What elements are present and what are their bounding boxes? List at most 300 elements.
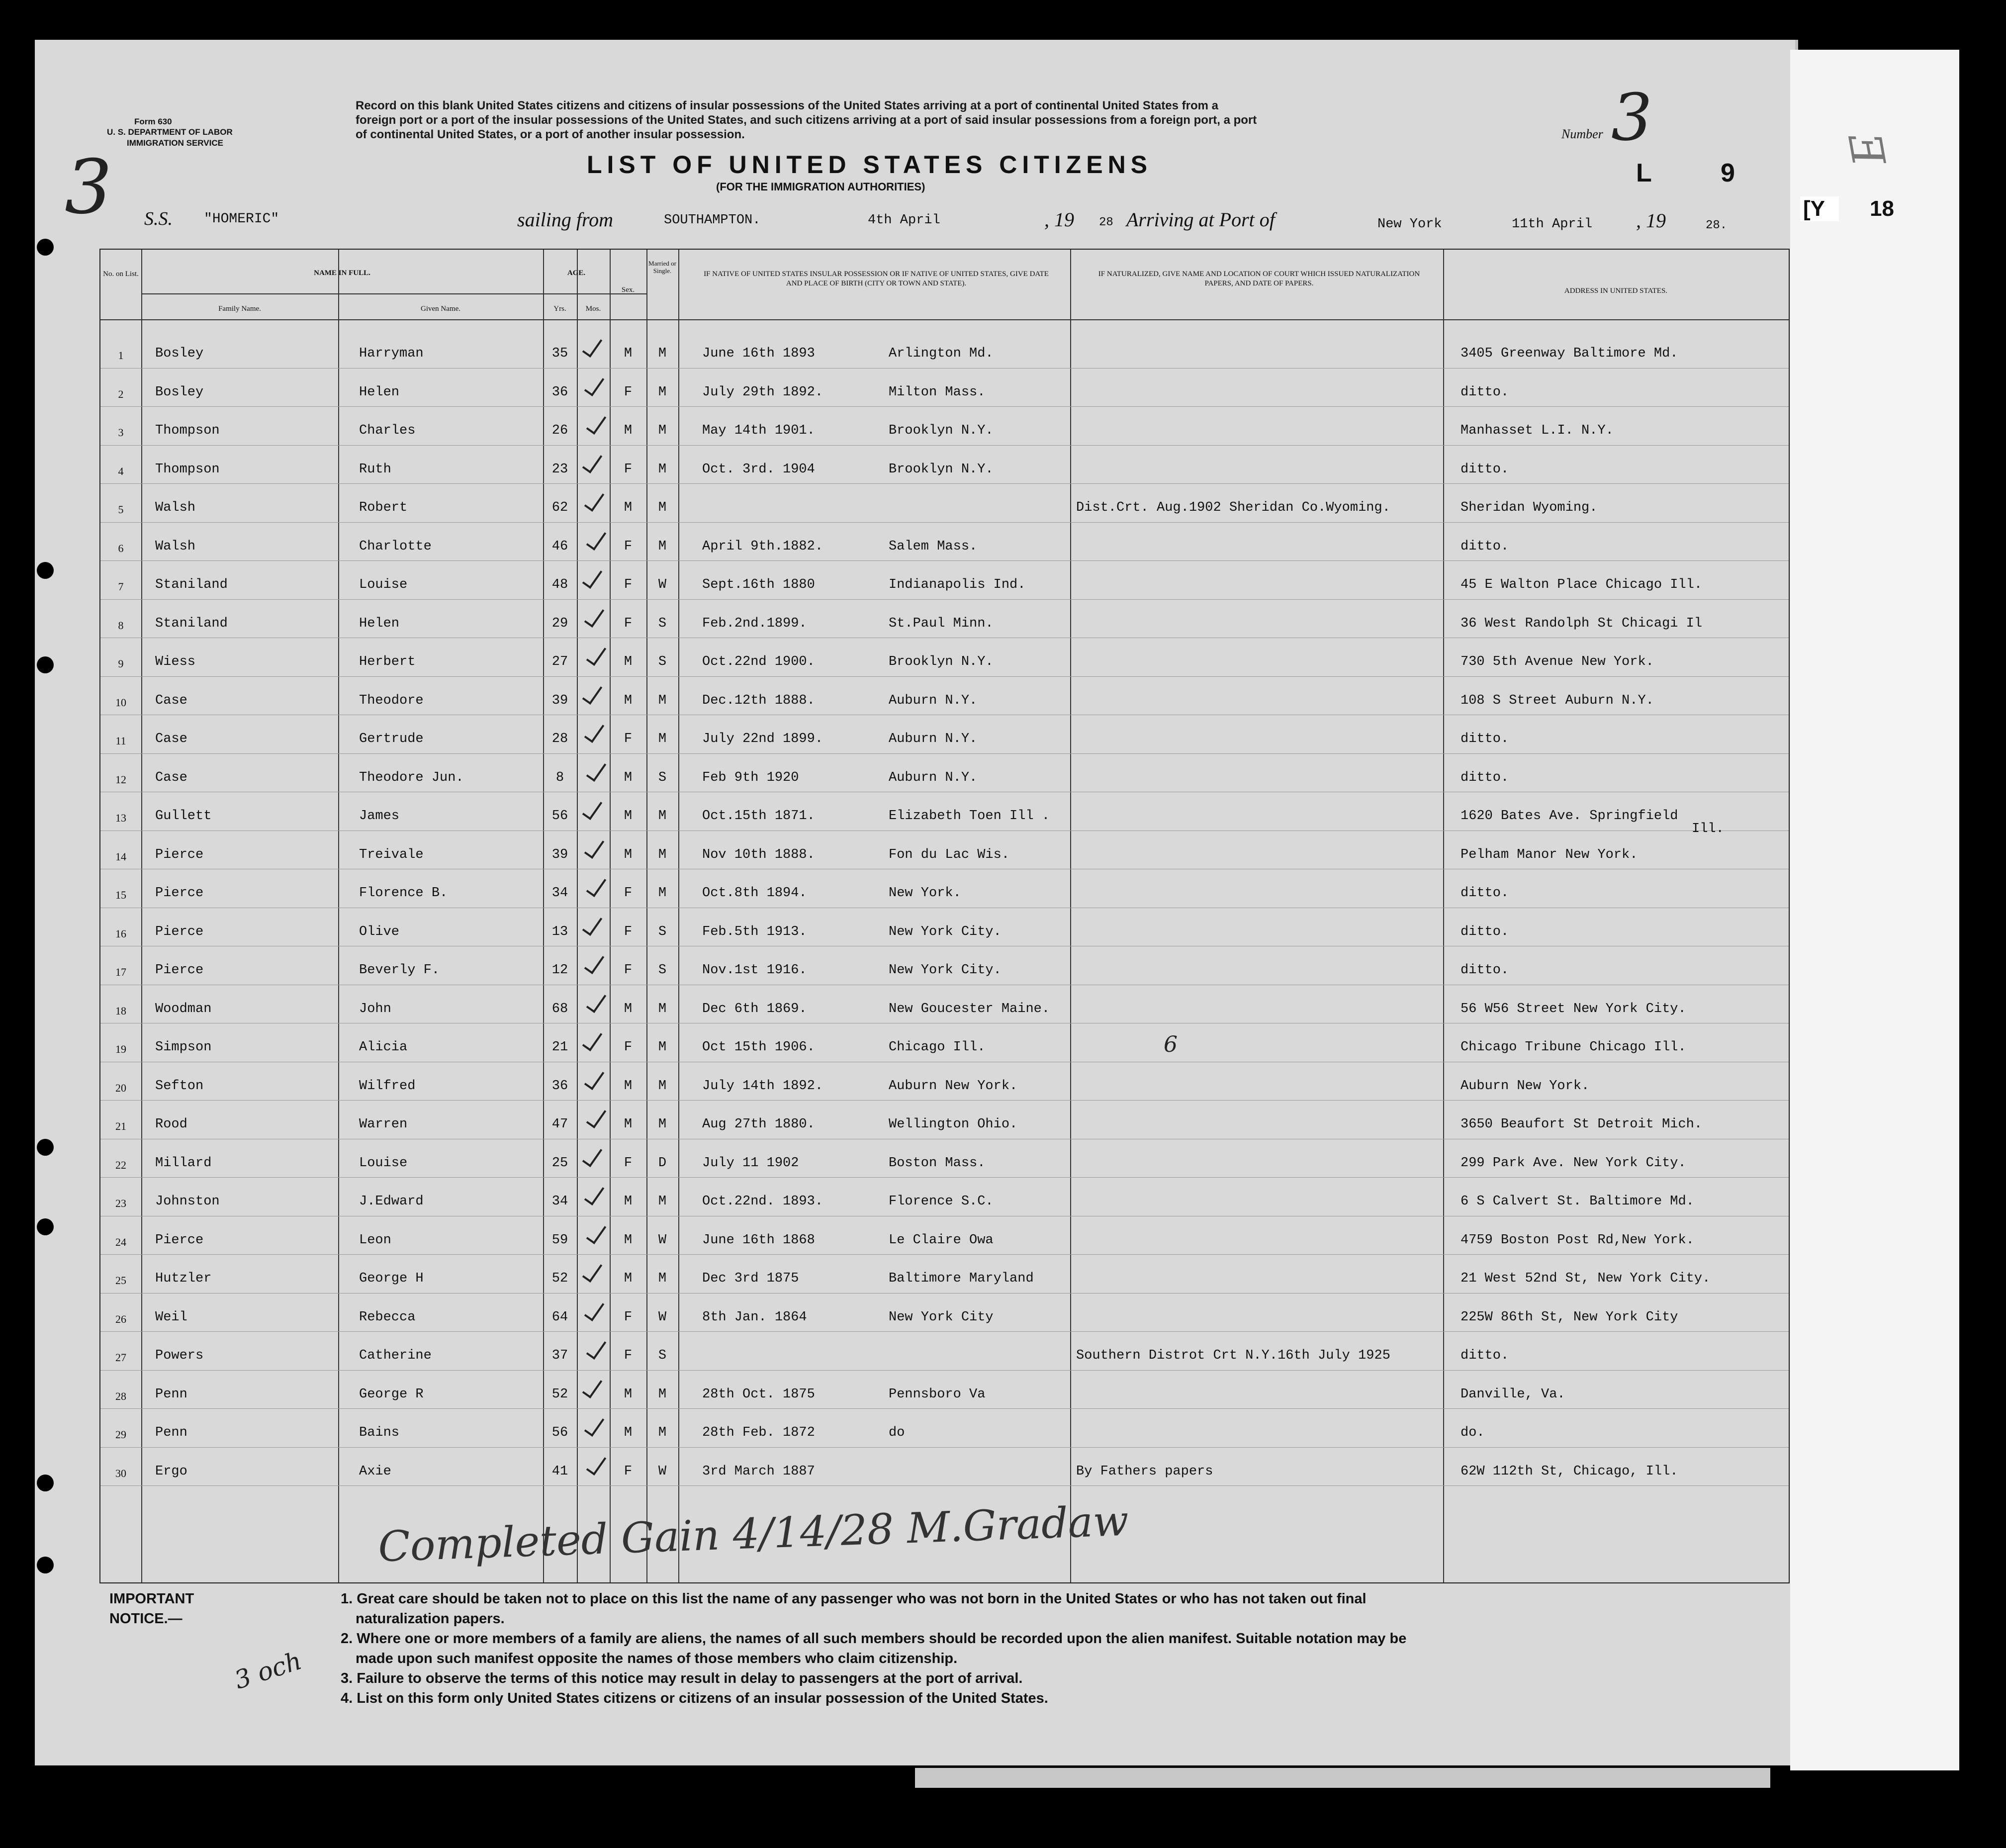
cell-no: 9 bbox=[118, 657, 124, 670]
cell-yrs: 26 bbox=[551, 423, 568, 438]
cell-birth-date: 3rd March 1887 bbox=[702, 1464, 815, 1479]
row-rule bbox=[100, 1100, 1789, 1101]
cell-no: 6 bbox=[118, 542, 124, 554]
cell-ms: M bbox=[658, 384, 667, 400]
cell-no: 27 bbox=[115, 1351, 126, 1364]
cell-sex: M bbox=[624, 1194, 633, 1209]
cell-birth-date: July 14th 1892. bbox=[702, 1078, 823, 1094]
checkmark-icon bbox=[584, 373, 604, 396]
cell-ms: M bbox=[658, 693, 667, 708]
cell-given: James bbox=[359, 809, 400, 824]
cell-address: 108 S Street Auburn N.Y. bbox=[1460, 693, 1654, 708]
cell-given: Rebecca bbox=[359, 1309, 416, 1325]
cell-yrs: 34 bbox=[551, 886, 568, 901]
cell-address: ditto. bbox=[1460, 770, 1509, 785]
cell-yrs: 23 bbox=[551, 462, 568, 477]
cell-given: Treivale bbox=[359, 847, 424, 862]
cell-birth-place: Brooklyn N.Y. bbox=[889, 423, 994, 438]
cell-ms: W bbox=[658, 577, 667, 592]
cell-yrs: 35 bbox=[551, 346, 568, 361]
cell-no: 10 bbox=[115, 696, 126, 709]
cell-given: Alicia bbox=[359, 1040, 408, 1055]
cell-given: Wilfred bbox=[359, 1078, 416, 1094]
row-rule bbox=[100, 1485, 1789, 1486]
cell-ms: M bbox=[658, 1117, 667, 1132]
cell-ms: M bbox=[658, 500, 667, 515]
cell-yrs: 52 bbox=[551, 1271, 568, 1286]
cell-family: Ergo bbox=[155, 1464, 187, 1479]
checkmark-icon bbox=[584, 489, 604, 512]
cell-yrs: 12 bbox=[551, 963, 568, 978]
cell-no: 14 bbox=[115, 850, 126, 863]
cell-given: George R bbox=[359, 1386, 424, 1402]
annotation-6: 6 bbox=[1164, 1032, 1178, 1057]
cell-given: Leon bbox=[359, 1232, 391, 1248]
cell-given: Harryman bbox=[359, 346, 424, 361]
cell-no: 16 bbox=[115, 927, 126, 940]
row-rule bbox=[100, 1331, 1789, 1332]
cell-birth-date: Sept.16th 1880 bbox=[702, 577, 815, 592]
cell-ms: M bbox=[658, 732, 667, 746]
cell-sex: F bbox=[624, 577, 633, 592]
checkmark-icon bbox=[586, 1221, 606, 1244]
col-head-naturalized: IF NATURALIZED, GIVE NAME AND LOCATION OF COURT WHICH ISSUED NATURALIZATION PAPERS, AND DATE OF PAPERS. bbox=[1098, 270, 1420, 287]
cell-given: Axie bbox=[359, 1464, 391, 1479]
cell-address: ditto. bbox=[1460, 886, 1509, 901]
cell-ms: S bbox=[658, 963, 667, 978]
cell-birth-date: May 14th 1901. bbox=[702, 423, 815, 438]
cell-family: Weil bbox=[155, 1309, 187, 1325]
cell-given: Warren bbox=[359, 1117, 408, 1132]
cell-no: 4 bbox=[118, 464, 124, 477]
cell-ms: S bbox=[658, 654, 667, 669]
checkmark-icon bbox=[584, 1298, 604, 1321]
checkmark-icon bbox=[586, 412, 606, 435]
cell-sex: M bbox=[624, 654, 633, 669]
cell-family: Simpson bbox=[155, 1040, 212, 1055]
cell-family: Thompson bbox=[155, 462, 220, 477]
cell-address: 21 West 52nd St, New York City. bbox=[1460, 1271, 1711, 1286]
checkmark-icon bbox=[584, 951, 604, 974]
cell-address: do. bbox=[1460, 1425, 1485, 1440]
cell-address: ditto. bbox=[1460, 384, 1509, 400]
checkmark-icon bbox=[584, 836, 604, 859]
cell-given: Robert bbox=[359, 500, 408, 515]
checkmark-icon bbox=[584, 1414, 604, 1437]
checkmark-icon bbox=[586, 1453, 606, 1476]
cell-sex: F bbox=[624, 539, 633, 554]
cell-no: 22 bbox=[115, 1158, 126, 1171]
cell-birth-date: Oct.15th 1871. bbox=[702, 809, 815, 824]
checkmark-icon bbox=[586, 528, 606, 551]
cell-yrs: 48 bbox=[551, 577, 568, 592]
notice-item: 3. Failure to observe the terms of this notice may result in delay to passengers at the port of arrival. bbox=[341, 1670, 1023, 1686]
checkmark-icon bbox=[584, 605, 604, 628]
cell-address: Danville, Va. bbox=[1460, 1386, 1565, 1402]
cell-birth-date: Aug 27th 1880. bbox=[702, 1117, 815, 1132]
cell-yrs: 46 bbox=[551, 539, 568, 554]
cell-birth-place: Fon du Lac Wis. bbox=[889, 847, 1010, 862]
cell-birth-place: Pennsboro Va bbox=[889, 1386, 986, 1402]
sailing-label: sailing from bbox=[517, 208, 613, 231]
cell-birth-date: Oct.8th 1894. bbox=[702, 886, 807, 901]
number-value: 3 bbox=[1611, 80, 1652, 155]
cell-sex: F bbox=[624, 1464, 633, 1479]
cell-address: 1620 Bates Ave. Springfield bbox=[1460, 809, 1678, 824]
cell-birth-place: Auburn New York. bbox=[889, 1078, 1018, 1094]
cell-given: Bains bbox=[359, 1425, 400, 1440]
cell-yrs: 52 bbox=[551, 1386, 568, 1402]
cell-address: ditto. bbox=[1460, 539, 1509, 554]
cell-no: 29 bbox=[115, 1428, 126, 1441]
cell-sex: F bbox=[624, 924, 633, 939]
cell-given: Charlotte bbox=[359, 539, 432, 554]
departure-port: SOUTHAMPTON. bbox=[664, 213, 761, 228]
checkmark-icon bbox=[582, 913, 602, 936]
checkmark-icon bbox=[586, 990, 606, 1013]
binding-hole bbox=[37, 239, 54, 256]
checkmark-icon bbox=[586, 643, 606, 666]
cell-no: 11 bbox=[115, 735, 126, 747]
margin-number: 3 bbox=[65, 144, 112, 231]
handwritten-note: Completed Gain 4/14/28 M.Gradaw bbox=[377, 1496, 1130, 1571]
cell-naturalized: By Fathers papers bbox=[1076, 1464, 1213, 1479]
cell-sex: M bbox=[624, 1386, 633, 1402]
cell-no: 24 bbox=[115, 1235, 126, 1248]
cell-birth-date: Oct. 3rd. 1904 bbox=[702, 462, 815, 477]
cell-ms: S bbox=[658, 924, 667, 939]
instructions-line-1: Record on this blank United States citizens and citizens of insular possessions of the United States arriving at a port of continental United States from a bbox=[356, 99, 1218, 112]
cell-birth-date: 28th Oct. 1875 bbox=[702, 1386, 815, 1402]
cell-birth-date: July 22nd 1899. bbox=[702, 732, 823, 746]
adjacent-page bbox=[1790, 50, 1959, 1770]
cell-family: Millard bbox=[155, 1155, 212, 1171]
col-head-yrs: Yrs. bbox=[553, 305, 566, 313]
cell-yrs: 21 bbox=[551, 1040, 568, 1055]
cell-birth-date: June 16th 1868 bbox=[702, 1232, 815, 1248]
cell-ms: M bbox=[658, 462, 667, 477]
cell-no: 21 bbox=[115, 1120, 126, 1132]
cell-birth-place: Elizabeth Toen Ill . bbox=[889, 809, 1050, 824]
binding-hole bbox=[37, 1557, 54, 1573]
cell-ms: S bbox=[658, 616, 667, 631]
cell-family: Bosley bbox=[155, 384, 204, 400]
cell-sex: F bbox=[624, 616, 633, 631]
cell-sex: F bbox=[624, 384, 633, 400]
cell-no: 19 bbox=[115, 1043, 126, 1055]
cell-birth-date: Feb.2nd.1899. bbox=[702, 616, 807, 631]
row-rule bbox=[100, 1408, 1789, 1409]
cell-given: Louise bbox=[359, 1155, 408, 1171]
row-rule bbox=[100, 522, 1789, 523]
cell-yrs: 64 bbox=[551, 1309, 568, 1325]
cell-family: Case bbox=[155, 770, 187, 785]
checkmark-icon bbox=[584, 720, 604, 743]
cell-no: 13 bbox=[115, 812, 126, 824]
cell-ms: W bbox=[658, 1232, 667, 1248]
cell-no: 25 bbox=[115, 1274, 126, 1287]
checkmark-icon bbox=[582, 1260, 602, 1283]
cell-family: Case bbox=[155, 732, 187, 746]
cell-family: Pierce bbox=[155, 847, 204, 862]
cell-sex: M bbox=[624, 1117, 633, 1132]
departure-date: 4th April bbox=[868, 213, 940, 228]
col-head-family-name: Family Name. bbox=[218, 305, 261, 313]
cell-given: George H bbox=[359, 1271, 424, 1286]
cell-sex: M bbox=[624, 1078, 633, 1094]
cell-family: Case bbox=[155, 693, 187, 708]
checkmark-icon bbox=[584, 1183, 604, 1205]
cell-family: Woodman bbox=[155, 1001, 212, 1016]
cell-address: ditto. bbox=[1460, 732, 1509, 746]
binding-hole bbox=[37, 1218, 54, 1235]
cell-given: Florence B. bbox=[359, 886, 448, 901]
cell-sex: F bbox=[624, 1309, 633, 1325]
row-rule bbox=[100, 1447, 1789, 1448]
cell-given: Gertrude bbox=[359, 732, 424, 746]
cell-given: Theodore Jun. bbox=[359, 770, 464, 785]
cell-birth-place: Auburn N.Y. bbox=[889, 770, 978, 785]
row-rule bbox=[100, 1293, 1789, 1294]
cell-ms: M bbox=[658, 886, 667, 901]
cell-birth-date: 8th Jan. 1864 bbox=[702, 1309, 807, 1325]
cell-address: Sheridan Wyoming. bbox=[1460, 500, 1598, 515]
departure-year: 28 bbox=[1099, 216, 1113, 229]
cell-no: 17 bbox=[115, 966, 126, 978]
arrival-port: New York bbox=[1377, 217, 1442, 232]
cell-sex: F bbox=[624, 732, 633, 746]
checkmark-icon bbox=[586, 759, 606, 782]
cell-birth-place: Chicago Ill. bbox=[889, 1040, 986, 1055]
cell-sex: M bbox=[624, 1001, 633, 1016]
cell-birth-place: New York City. bbox=[889, 963, 1002, 978]
notice-item: naturalization papers. bbox=[356, 1611, 505, 1627]
checkmark-icon bbox=[584, 1067, 604, 1090]
cell-ms: W bbox=[658, 1309, 667, 1325]
cell-sex: M bbox=[624, 1271, 633, 1286]
cell-address: 4759 Boston Post Rd,New York. bbox=[1460, 1232, 1694, 1248]
cell-address: 45 E Walton Place Chicago Ill. bbox=[1460, 577, 1703, 592]
cell-sex: M bbox=[624, 423, 633, 438]
cell-birth-place: Le Claire Owa bbox=[889, 1232, 994, 1248]
cell-ms: M bbox=[658, 1194, 667, 1209]
cell-yrs: 29 bbox=[551, 616, 568, 631]
form-number: Form 630 bbox=[134, 117, 172, 126]
cell-birth-place: Florence S.C. bbox=[889, 1194, 994, 1209]
binding-hole bbox=[37, 562, 54, 579]
checkmark-icon bbox=[582, 1376, 602, 1398]
cell-no: 30 bbox=[115, 1467, 126, 1479]
cell-given: Charles bbox=[359, 423, 416, 438]
year-prefix-1: , 19 bbox=[1044, 208, 1074, 231]
col-head-given-name: Given Name. bbox=[421, 305, 460, 313]
row-rule bbox=[100, 445, 1789, 446]
cell-yrs: 34 bbox=[551, 1194, 568, 1209]
cell-sex: M bbox=[624, 770, 633, 785]
cell-address: 62W 112th St, Chicago, Ill. bbox=[1460, 1464, 1678, 1479]
cell-address: Chicago Tribune Chicago Ill. bbox=[1460, 1040, 1686, 1055]
cell-address: 3650 Beaufort St Detroit Mich. bbox=[1460, 1117, 1703, 1132]
row-rule bbox=[100, 676, 1789, 677]
cell-birth-place: Salem Mass. bbox=[889, 539, 978, 554]
cell-yrs: 62 bbox=[551, 500, 568, 515]
cell-no: 7 bbox=[118, 580, 124, 593]
cell-sex: F bbox=[624, 886, 633, 901]
cell-birth-date: Oct.22nd. 1893. bbox=[702, 1194, 823, 1209]
row-rule bbox=[100, 1254, 1789, 1255]
cell-birth-date: April 9th.1882. bbox=[702, 539, 823, 554]
cell-ms: M bbox=[658, 1425, 667, 1440]
cell-birth-date: Feb 9th 1920 bbox=[702, 770, 799, 785]
cell-birth-date: 28th Feb. 1872 bbox=[702, 1425, 815, 1440]
cell-birth-date: July 11 1902 bbox=[702, 1155, 799, 1171]
cell-given: Ruth bbox=[359, 462, 391, 477]
cell-birth-date: Nov 10th 1888. bbox=[702, 847, 815, 862]
cell-given: Olive bbox=[359, 924, 400, 939]
checkmark-icon bbox=[582, 797, 602, 820]
cell-family: Staniland bbox=[155, 616, 228, 631]
cell-birth-date: Dec 3rd 1875 bbox=[702, 1271, 799, 1286]
cell-sex: M bbox=[624, 346, 633, 361]
cell-yrs: 28 bbox=[551, 732, 568, 746]
cell-yrs: 36 bbox=[551, 384, 568, 400]
cell-yrs: 25 bbox=[551, 1155, 568, 1171]
cell-birth-place: Baltimore Maryland bbox=[889, 1271, 1034, 1286]
cell-yrs: 56 bbox=[551, 809, 568, 824]
cell-no: 12 bbox=[115, 773, 126, 786]
cell-address: ditto. bbox=[1460, 1348, 1509, 1363]
cell-sex: M bbox=[624, 500, 633, 515]
cell-no: 23 bbox=[115, 1197, 126, 1209]
cell-birth-place: Indianapolis Ind. bbox=[889, 577, 1026, 592]
col-head-address: ADDRESS IN UNITED STATES. bbox=[1564, 287, 1668, 295]
row-rule bbox=[100, 1177, 1789, 1178]
cell-no: 26 bbox=[115, 1312, 126, 1325]
cell-birth-date: Nov.1st 1916. bbox=[702, 963, 807, 978]
cell-family: Pierce bbox=[155, 963, 204, 978]
cell-given: Helen bbox=[359, 616, 400, 631]
row-rule bbox=[100, 753, 1789, 754]
cell-sex: F bbox=[624, 1040, 633, 1055]
cell-no: 15 bbox=[115, 889, 126, 901]
cell-ms: D bbox=[658, 1155, 667, 1171]
cell-sex: M bbox=[624, 693, 633, 708]
adjacent-page-scribble: Ǝ bbox=[1837, 130, 1895, 171]
cell-birth-date: July 29th 1892. bbox=[702, 384, 823, 400]
cell-given: J.Edward bbox=[359, 1194, 424, 1209]
corner-number-mark: [Y bbox=[1800, 196, 1839, 221]
service-name: IMMIGRATION SERVICE bbox=[127, 138, 223, 148]
notice-item: 1. Great care should be taken not to place on this list the name of any passenger who was not born in the United States or who has not taken out final bbox=[341, 1591, 1367, 1607]
cell-family: Thompson bbox=[155, 423, 220, 438]
cell-ms: M bbox=[658, 1040, 667, 1055]
cell-family: Pierce bbox=[155, 1232, 204, 1248]
cell-family: Sefton bbox=[155, 1078, 204, 1094]
cell-sex: F bbox=[624, 462, 633, 477]
checkmark-icon bbox=[582, 566, 602, 589]
cell-ms: M bbox=[658, 847, 667, 862]
cell-birth-place: do bbox=[889, 1425, 905, 1440]
row-rule bbox=[100, 406, 1789, 407]
col-head-married: Married or Single. bbox=[648, 260, 676, 275]
checkmark-icon bbox=[586, 874, 606, 897]
cell-sex: M bbox=[624, 847, 633, 862]
number-label: Number bbox=[1561, 127, 1603, 141]
cell-given: John bbox=[359, 1001, 391, 1016]
col-head-age: AGE. bbox=[567, 269, 586, 277]
cell-yrs: 59 bbox=[551, 1232, 568, 1248]
cell-ms: S bbox=[658, 770, 667, 785]
checkmark-icon bbox=[582, 451, 602, 473]
cell-birth-place: Auburn N.Y. bbox=[889, 693, 978, 708]
cell-given: Helen bbox=[359, 384, 400, 400]
ship-name: "HOMERIC" bbox=[204, 211, 279, 227]
cell-yrs: 37 bbox=[551, 1348, 568, 1363]
cell-ms: M bbox=[658, 346, 667, 361]
cell-ms: M bbox=[658, 1001, 667, 1016]
row-rule bbox=[100, 368, 1789, 369]
cell-no: 20 bbox=[115, 1081, 126, 1094]
cell-birth-place: Wellington Ohio. bbox=[889, 1117, 1018, 1132]
cell-birth-date: Dec 6th 1869. bbox=[702, 1001, 807, 1016]
arrival-date: 11th April bbox=[1512, 217, 1593, 232]
cell-no: 18 bbox=[115, 1004, 126, 1017]
cell-yrs: 39 bbox=[551, 693, 568, 708]
cell-address: ditto. bbox=[1460, 462, 1509, 477]
cell-no: 3 bbox=[118, 426, 124, 439]
cell-family: Pierce bbox=[155, 924, 204, 939]
department-name: U. S. DEPARTMENT OF LABOR bbox=[107, 127, 233, 137]
cell-birth-date: Dec.12th 1888. bbox=[702, 693, 815, 708]
binding-hole bbox=[37, 1139, 54, 1156]
binding-hole bbox=[37, 656, 54, 673]
cell-address: ditto. bbox=[1460, 963, 1509, 978]
cell-yrs: 27 bbox=[551, 654, 568, 669]
cell-family: Staniland bbox=[155, 577, 228, 592]
checkmark-icon bbox=[582, 335, 602, 358]
cell-family: Hutzler bbox=[155, 1271, 212, 1286]
cell-birth-place: Brooklyn N.Y. bbox=[889, 462, 994, 477]
cell-birth-place: Boston Mass. bbox=[889, 1155, 986, 1171]
cell-address: 299 Park Ave. New York City. bbox=[1460, 1155, 1686, 1171]
cell-birth-place: Auburn N.Y. bbox=[889, 732, 978, 746]
col-head-mos: Mos. bbox=[585, 305, 601, 313]
cell-family: Pierce bbox=[155, 886, 204, 901]
cell-yrs: 13 bbox=[551, 924, 568, 939]
cell-birth-date: Feb.5th 1913. bbox=[702, 924, 807, 939]
cell-no: 8 bbox=[118, 619, 124, 632]
row-rule bbox=[100, 483, 1789, 484]
col-head-native: IF NATIVE OF UNITED STATES INSULAR POSSESSION OR IF NATIVE OF UNITED STATES, GIVE DATE AND PLACE OF BIRTH (CITY OR TOWN AND STATE). bbox=[704, 270, 1049, 287]
checkmark-icon bbox=[582, 1144, 602, 1167]
cell-sex: M bbox=[624, 809, 633, 824]
cell-sex: M bbox=[624, 1232, 633, 1248]
notice-item: 2. Where one or more members of a family are aliens, the names of all such members should be recorded upon the alien manifest. Suitable notation may be bbox=[341, 1631, 1407, 1647]
row-rule bbox=[100, 560, 1789, 561]
cell-family: Bosley bbox=[155, 346, 204, 361]
cell-family: Rood bbox=[155, 1117, 187, 1132]
cell-address: ditto. bbox=[1460, 924, 1509, 939]
cell-given: Louise bbox=[359, 577, 408, 592]
cell-yrs: 41 bbox=[551, 1464, 568, 1479]
cell-ms: M bbox=[658, 1078, 667, 1094]
page-subtitle: (FOR THE IMMIGRATION AUTHORITIES) bbox=[716, 181, 925, 193]
instructions-line-2: foreign port or a port of the insular possessions of the United States, and such citizens arriving at a port of said insular possessions from a foreign port, a port bbox=[356, 113, 1257, 127]
cell-no: 2 bbox=[118, 387, 124, 400]
cell-yrs: 47 bbox=[551, 1117, 568, 1132]
cell-birth-date: June 16th 1893 bbox=[702, 346, 815, 361]
checkmark-icon bbox=[586, 1337, 606, 1360]
